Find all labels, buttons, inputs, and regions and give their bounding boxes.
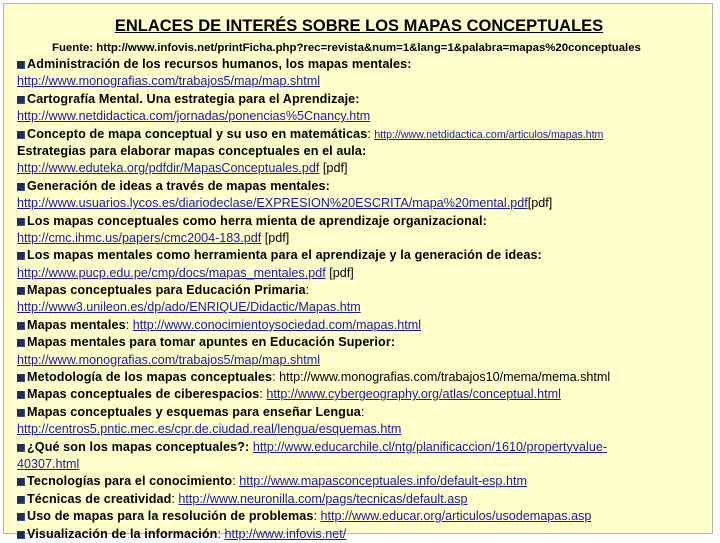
checkbox-bullet-icon: [17, 477, 26, 486]
checkbox-bullet-icon: [17, 390, 26, 399]
link[interactable]: http://centros5.pntic.mec.es/cpr.de.ciudad.real/lengua/esquemas.htm: [17, 422, 402, 437]
link[interactable]: http://www.netdidactica.com/articulos/mapas.htm: [374, 128, 604, 141]
link[interactable]: http://www.netdidactica.com/jornadas/ponencias%5Cnancy.htm: [17, 109, 371, 124]
list-item: Tecnologías para el conocimiento: http://www.mapasconceptuales.info/default-esp.htm: [17, 473, 712, 490]
link[interactable]: http://www.monografias.com/trabajos5/map/map.shtml: [17, 74, 321, 89]
link[interactable]: http://www.mapasconceptuales.info/default-esp.htm: [239, 474, 527, 489]
checkbox-bullet-icon: [17, 217, 26, 226]
checkbox-bullet-icon: [17, 321, 26, 330]
list-item: Concepto de mapa conceptual y su uso en matemáticas: http://www.netdidactica.com/articulos/mapas.htm: [17, 126, 712, 143]
checkbox-bullet-icon: [17, 495, 26, 504]
checkbox-bullet-icon: [17, 512, 26, 521]
link[interactable]: http://www.educar.org/articulos/usodemapas.asp: [320, 509, 592, 524]
checkbox-bullet-icon: [17, 530, 26, 539]
link[interactable]: http://www.usuarios.lycos.es/diariodeclase/EXPRESION%20ESCRITA/mapa%20mental.pdf: [17, 196, 528, 211]
plain-url: http://www.monografias.com/trabajos10/mema/mema.shtml: [279, 370, 611, 385]
list-item: Mapas conceptuales para Educación Primaria:: [17, 282, 712, 299]
link[interactable]: http://www.cybergeography.org/atlas/conceptual.html: [266, 387, 561, 402]
link[interactable]: http://cmc.ihmc.us/papers/cmc2004-183.pdf: [17, 230, 262, 245]
link[interactable]: http://www.conocimientoysociedad.com/mapas.html: [132, 317, 422, 332]
list-item: Mapas mentales para tomar apuntes en Educación Superior:: [17, 334, 712, 351]
link-continuation[interactable]: 40307.html: [17, 456, 80, 471]
link[interactable]: http://www.neuronilla.com/pags/tecnicas/default.asp: [178, 491, 468, 506]
list-item: Metodología de los mapas conceptuales: http://www.monografias.com/trabajos10/mema/mema.shtml: [17, 369, 712, 386]
source-line: Fuente: http://www.infovis.net/printFicha.php?rec=revista&num=1&lang=1&palabra=mapas%20conceptuales: [52, 42, 641, 54]
list-item: Generación de ideas a través de mapas mentales:: [17, 178, 712, 195]
checkbox-bullet-icon: [17, 443, 26, 452]
list-item: Mapas mentales: http://www.conocimientoysociedad.com/mapas.html: [17, 317, 712, 334]
list-item: Administración de los recursos humanos, los mapas mentales:: [17, 56, 712, 73]
checkbox-bullet-icon: [17, 408, 26, 417]
link[interactable]: http://www.educarchile.cl/ntg/planificaccion/1610/propertyvalue-: [252, 439, 608, 454]
link[interactable]: http://www.pucp.edu.pe/cmp/docs/mapas_mentales.pdf: [17, 265, 326, 280]
checkbox-bullet-icon: [17, 251, 26, 260]
list-item: Técnicas de creatividad: http://www.neuronilla.com/pags/tecnicas/default.asp: [17, 491, 712, 508]
link[interactable]: http://www.eduteka.org/pdfdir/MapasConceptuales.pdf: [17, 161, 320, 176]
link[interactable]: http://www3.unileon.es/dp/ado/ENRIQUE/Didactic/Mapas.htm: [17, 300, 361, 315]
list-item: Uso de mapas para la resolución de problemas: http://www.educar.org/articulos/usodemapas.asp: [17, 508, 712, 525]
link-list: Administración de los recursos humanos, los mapas mentales: http://www.monografias.com/trabajos5/map/map.shtml Cartografía Mental. Una estrategia para el Aprendizaje: http://www.netdidactica.com/jornadas/ponencias%5Cnancy.htm Concepto de mapa conceptual y su uso en matemáticas: http://www.netdidactica.com/articulos/mapas.htm Estrategias para elaborar mapas conceptuales en el aula: http://www.eduteka.org/pdfdir/MapasConceptuales.pdf [pdf] Generación de ideas a través de mapas mentales: http://www.usuarios.lycos.es/diariodeclase/EXPRESION%20ESCRITA/mapa%20mental.pdf[pdf] Los mapas conceptuales como herra mienta de aprendizaje organizacional: http://cmc.ihmc.us/papers/cmc2004-183.pdf [pdf] Los mapas mentales como herramienta para el aprendizaje y la generación de ideas: http://www.pucp.edu.pe/cmp/docs/mapas_mentales.pdf [pdf] Mapas conceptuales para Educación Primaria: http://www3.unileon.es/dp/ado/ENRIQUE/Didactic/Mapas.htm Mapas mentales: http://www.conocimientoysociedad.com/mapas.html Mapas mentales para tomar apuntes en Educación Superior: http://www.monografias.com/trabajos5/map/map.shtml Metodología de los mapas conceptuales: http://www.monografias.com/trabajos10/mema/mema.shtml Mapas conceptuales de ciberespacios: http://www.cybergeography.org/atlas/conceptual.html Mapas conceptuales y esquemas para enseñar Lengua: http://centros5.pntic.mec.es/cpr.de.ciudad.real/lengua/esquemas.htm ¿Qué son los mapas conceptuales?: http://www.educarchile.cl/ntg/planificaccion/1610/propertyvalue- 40307.html Tecnologías para el conocimiento: http://www.mapasconceptuales.info/default-esp.htm Técnicas de creatividad: http://www.neuronilla.com/pags/tecnicas/default.asp Uso de mapas para la resolución de problemas: http://www.educar.org/articulos/usodemapas.asp Visualización de la información: http://www.infovis.net/: [17, 56, 712, 543]
list-item: Cartografía Mental. Una estrategia para el Aprendizaje:: [17, 91, 712, 108]
list-item: Mapas conceptuales y esquemas para enseñar Lengua:: [17, 404, 712, 421]
checkbox-bullet-icon: [17, 338, 26, 347]
list-item: Visualización de la información: http://www.infovis.net/: [17, 526, 712, 543]
checkbox-bullet-icon: [17, 95, 26, 104]
link[interactable]: http://www.infovis.net/: [224, 526, 347, 541]
checkbox-bullet-icon: [17, 373, 26, 382]
list-item: ¿Qué son los mapas conceptuales?: http://www.educarchile.cl/ntg/planificaccion/1610/propertyvalue-: [17, 439, 712, 456]
list-item: Los mapas mentales como herramienta para el aprendizaje y la generación de ideas:: [17, 247, 712, 264]
checkbox-bullet-icon: [17, 182, 26, 191]
page-title: ENLACES DE INTERÉS SOBRE LOS MAPAS CONCEPTUALES: [114, 17, 604, 35]
list-item: Mapas conceptuales de ciberespacios: http://www.cybergeography.org/atlas/conceptual.html: [17, 386, 712, 403]
link[interactable]: http://www.monografias.com/trabajos5/map/map.shtml: [17, 352, 321, 367]
slide: [3, 3, 713, 541]
checkbox-bullet-icon: [17, 286, 26, 295]
checkbox-bullet-icon: [17, 60, 26, 69]
list-item: Los mapas conceptuales como herra mienta de aprendizaje organizacional:: [17, 213, 712, 230]
checkbox-bullet-icon: [17, 130, 26, 139]
